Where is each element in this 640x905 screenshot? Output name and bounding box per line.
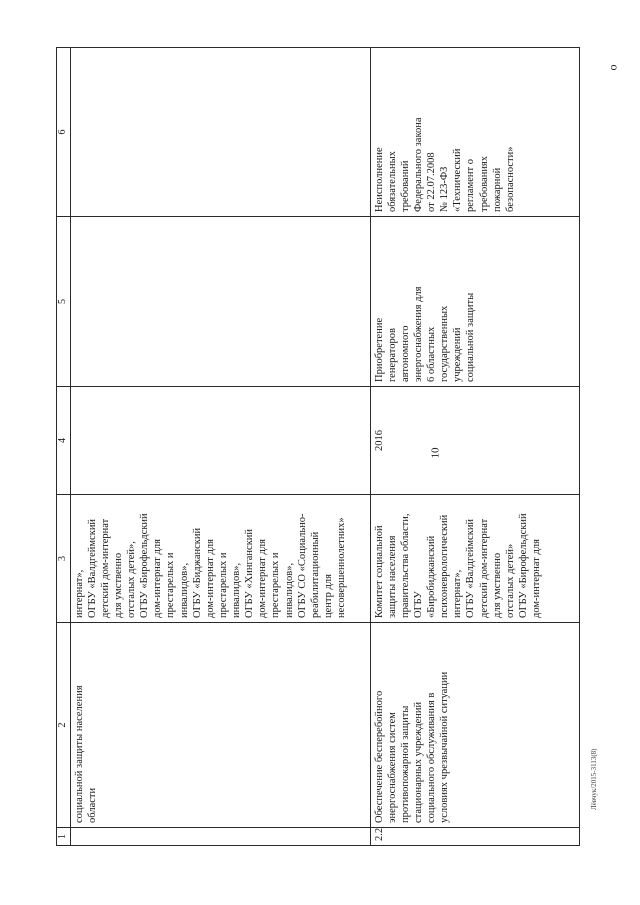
consequences-cell: Неисполнение обязательных требований Федерального закона от 22.07.2008 № 123-ФЗ «Технический регламент о требованиях пожарной безопасности»	[370, 48, 580, 217]
measure-cell: Обеспечение бесперебойного энергоснабжения систем противопожарной защиты стационарных учреждений социального обслуживания в условиях чрезвычайной ситуации	[370, 623, 580, 828]
year-cell	[70, 387, 370, 495]
column-header: 6	[57, 48, 71, 217]
executors-cell: Комитет социальной защиты населения правительства области, ОГБУ «Биробиджанский психоневрологический интернат», ОГБУ «Валдгеймский детский дом-интернат для умственно отсталых детей» ОГБУ «Бирофельдский дом-интернат для	[370, 495, 580, 623]
column-header: 5	[57, 217, 71, 387]
table-row	[70, 48, 370, 846]
margin-mark: о	[605, 64, 620, 71]
executors-cell: интернат», ОГБУ «Валдгеймский детский дом-интернат для умственно отсталых детей», ОГБУ «Бирофельдский дом-интернат для престарелых и инвалидов», ОГБУ «Биджанский дом-интернат для престарелых и инвалидов», ОГБУ «Хинганский дом-интернат для престарелых и инвалидов», ОГБУ СО «Социально- реабилитационный центр для несовершеннолетних»	[70, 495, 370, 623]
year-cell: 2016	[370, 387, 580, 495]
table-container	[56, 48, 580, 846]
content-cell: Приобретение генераторов автономного энергоснабжения для 6 областных государственных учреждений социальной защиты	[370, 217, 580, 387]
consequences-cell	[70, 48, 370, 217]
measures-table	[56, 47, 580, 846]
column-header: 3	[57, 495, 71, 623]
table-row	[370, 48, 580, 846]
column-header: 4	[57, 387, 71, 495]
measure-cell: социальной защиты населения области	[70, 623, 370, 828]
row-number	[70, 828, 370, 846]
header-row	[57, 48, 71, 846]
column-header: 2	[57, 623, 71, 828]
column-header: 1	[57, 828, 71, 846]
page-number: 10	[429, 447, 442, 459]
content-cell	[70, 217, 370, 387]
row-number: 2.2	[370, 828, 580, 846]
footer-code: Лёвчук/2015-3113(8)	[590, 748, 598, 810]
